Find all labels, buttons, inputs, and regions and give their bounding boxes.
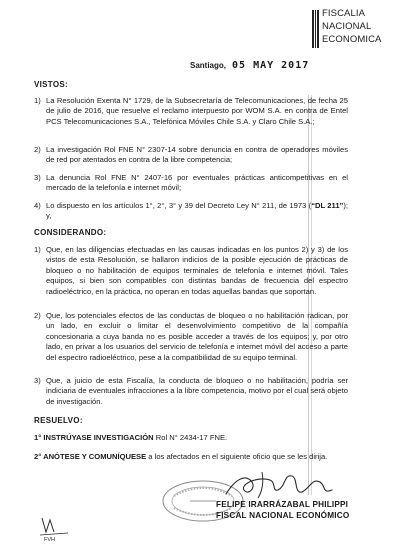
resuelvo-1-text: Rol N° 2434-17 FNE. xyxy=(153,433,228,442)
date-stamp: 05 MAY 2017 xyxy=(232,60,310,71)
considerando-item-2 xyxy=(34,311,348,363)
place-date xyxy=(190,60,309,71)
item-text: La Resolución Exenta N° 1729, de la Subsecretaría de Telecomunicaciones, de fecha 25 de julio de 2016, que resuelve el reclamo interpuesto por WOM S.A. en contra de Entel PCS Telecomunicaciones S.A., Telefónica Móviles Chile S.A. y Claro Chile S.A.; xyxy=(46,96,348,126)
handwritten-signature-icon xyxy=(218,468,338,502)
fne-logo xyxy=(312,8,398,50)
item-text-bold: “DL 211” xyxy=(311,201,344,210)
initials-text: FVH xyxy=(44,537,55,542)
item-number: 2) xyxy=(34,145,41,154)
resuelvo-1-bold: 1° INSTRÚYASE INVESTIGACIÓN xyxy=(34,433,154,442)
vistos-item-3 xyxy=(34,173,348,194)
vistos-item-1 xyxy=(34,96,348,127)
vistos-heading: VISTOS: xyxy=(34,80,68,89)
logo-line-3: ECONOMICA xyxy=(322,34,382,45)
item-text: Que, a juicio de esta Fiscalía, la conducta de bloqueo o no habilitación, podría ser indiciaria de eventuales infracciones a la libre competencia, motivo por el cual será objeto de investigación. xyxy=(46,376,348,406)
initials-mark xyxy=(38,514,74,542)
item-number: 3) xyxy=(34,376,41,385)
vistos-item-4 xyxy=(34,201,348,222)
resuelvo-item-1 xyxy=(34,433,350,443)
resuelvo-item-2 xyxy=(34,452,350,462)
item-text-after: ); y, xyxy=(46,201,348,221)
vistos-item-2 xyxy=(34,145,348,166)
resuelvo-2-bold: 2° ANÓTESE Y COMUNÍQUESE xyxy=(34,452,147,461)
item-number: 3) xyxy=(34,173,41,182)
considerando-item-3 xyxy=(34,376,348,407)
item-text: Que, en las diligencias efectuadas en las causas indicadas en los puntos 2) y 3) de los vistos de esta Resolución, se hallaron indicios de la posible ejecución de prácticas de bloqueo o no habilitación de equipos terminales de telefonía e internet móvil. Tales equipos, si bien son compatibles con distintas bandas de frecuencia del espectro radioeléctrico, en la práctica, no operan en todas aquellas bandas que soportan. xyxy=(46,245,348,296)
item-number: 1) xyxy=(34,96,41,105)
considerando-heading: CONSIDERANDO: xyxy=(34,228,107,237)
item-number: 1) xyxy=(34,245,41,254)
item-text: Que, los potenciales efectos de las conductas de bloqueo o no habilitación radican, por un lado, en excluir o limitar el desenvolvimiento competitivo de la compañía concesionaria a cuya banda no es posible acceder a través de los equipos; y, por otro lado, en privar a los usuarios del servicio de telefonía e internet móvil del acceso a parte del espectro radioeléctrico, pese a la compatibilidad de su equipo terminal. xyxy=(46,311,348,362)
place-label: Santiago, xyxy=(190,61,227,70)
signatory-title: FISCAL NACIONAL ECONÓMICO xyxy=(216,511,350,520)
resuelvo-heading: RESUELVO: xyxy=(34,416,83,425)
item-number: 2) xyxy=(34,311,41,320)
item-text: La investigación Rol FNE N° 2307-14 sobre denuncia en contra de operadores móviles de red por atentados en contra de la libre competencia; xyxy=(46,145,348,165)
logo-line-2: NACIONAL xyxy=(322,21,372,32)
item-number: 4) xyxy=(34,201,41,210)
logo-bars-mark xyxy=(312,10,319,48)
resuelvo-2-text: a los afectados en el siguiente oficio que se les dirija. xyxy=(146,452,328,461)
item-text: La denuncia Rol FNE N° 2407-16 por eventuales prácticas anticompetitivas en el mercado de la telefonía e internet móvil; xyxy=(46,173,348,193)
signatory-name: FELIPE IRARRÁZABAL PHILIPPI xyxy=(216,500,349,509)
item-text-before: Lo dispuesto en los artículos 1°, 2°, 3° y 39 del Decreto Ley N° 211, de 1973 ( xyxy=(46,201,312,210)
considerando-item-1 xyxy=(34,245,348,297)
logo-line-1: FISCALIA xyxy=(322,8,366,19)
